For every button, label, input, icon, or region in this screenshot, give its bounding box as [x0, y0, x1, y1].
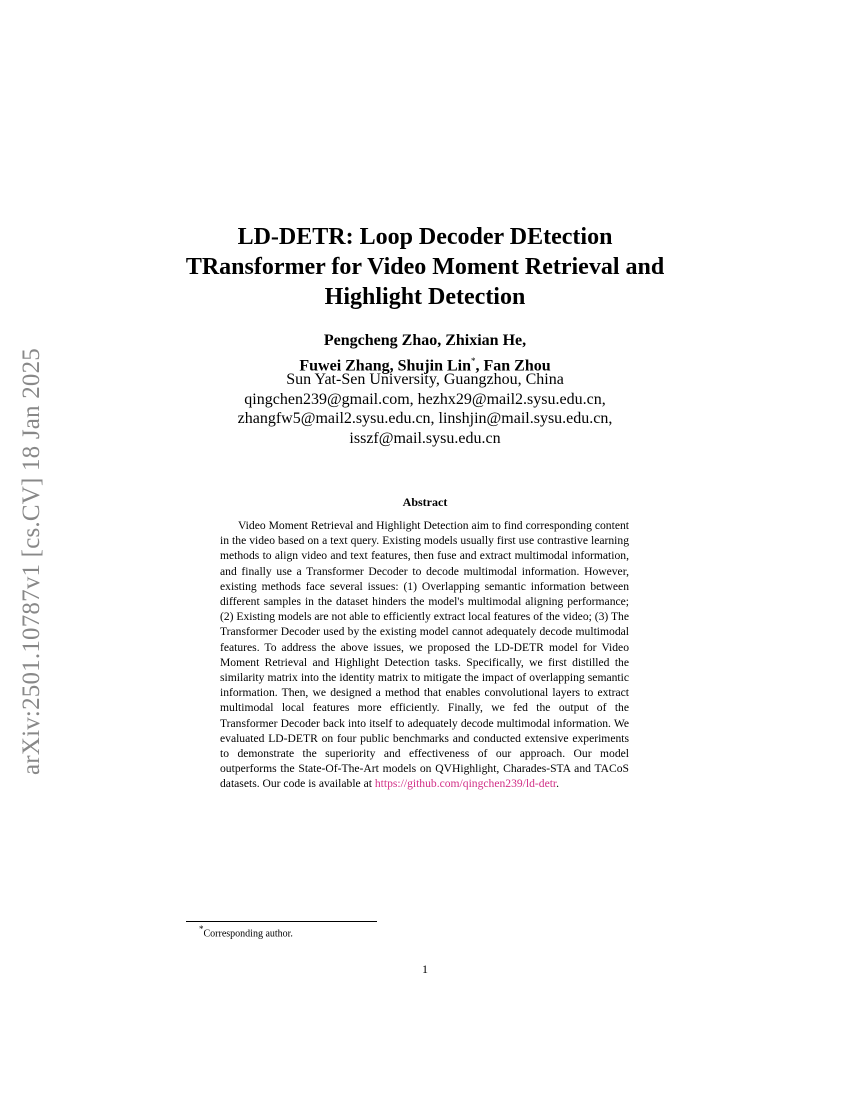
paper-title — [150, 222, 700, 312]
abstract-text: Video Moment Retrieval and Highlight Detection aim to find corresponding content in the video based on a text query. Existing models usually first use contrastive learning methods to align video and text features, then fuse and extract multimodal information, and finally use a Transformer Decoder to decode multimodal information. However, existing methods face several issues: (1) Overlapping semantic information between different samples in the dataset hinders the model's multimodal aligning performance; (2) Existing models are not able to efficiently extract local features of the video; (3) The Transformer Decoder used by the existing model cannot adequately decode multimodal features. To address the above issues, we proposed the LD-DETR model for Video Moment Retrieval and Highlight Detection tasks. Specifically, we first distilled the similarity matrix into the identity matrix to mitigate the impact of overlapping semantic information. Then, we designed a method that enables convolutional layers to extract multimodal local features more efficiently. Finally, we fed the output of the Transformer Decoder back into itself to adequately decode multimodal information. We evaluated LD-DETR on four public benchmarks and conducted extensive experiments to demonstrate the superiority and effectiveness of our approach. Our model outperforms the State-Of-The-Art models on QVHighlight, Charades-STA and TACoS datasets. Our code is available at — [220, 519, 629, 791]
email-line: qingchen239@gmail.com, hezhx29@mail2.sysu.edu.cn, — [244, 390, 606, 408]
affiliation-block — [150, 370, 700, 448]
title-line: Highlight Detection — [324, 284, 526, 310]
email-line: zhangfw5@mail2.sysu.edu.cn, linshjin@mail.sysu.edu.cn, — [237, 410, 613, 427]
abstract-body — [220, 518, 629, 792]
email-line: isszf@mail.sysu.edu.cn — [349, 429, 501, 447]
affiliation: Sun Yat-Sen University, Guangzhou, China — [286, 371, 564, 388]
footnote-mark: * — [199, 924, 204, 934]
arxiv-identifier: arXiv:2501.10787v1 [cs.CV] 18 Jan 2025 — [18, 348, 45, 775]
page-number: 1 — [422, 962, 428, 976]
footnote — [199, 924, 293, 939]
footnote-rule — [186, 921, 377, 922]
author-line: Pengcheng Zhao, Zhixian He, — [323, 332, 527, 349]
title-line: TRansformer for Video Moment Retrieval and — [185, 254, 665, 280]
code-link[interactable]: https://github.com/qingchen239/ld-detr — [374, 777, 557, 791]
author-names: , Fan Zhou — [475, 357, 551, 375]
abstract-paragraph — [220, 518, 629, 792]
footnote-text: Corresponding author. — [203, 928, 293, 940]
abstract-heading: Abstract — [402, 495, 448, 509]
abstract-end: . — [556, 777, 560, 791]
corresponding-mark: * — [470, 356, 476, 366]
title-line: LD-DETR: Loop Decoder DEtection — [237, 224, 613, 250]
author-names: Fuwei Zhang, Shujin Lin — [299, 357, 471, 375]
